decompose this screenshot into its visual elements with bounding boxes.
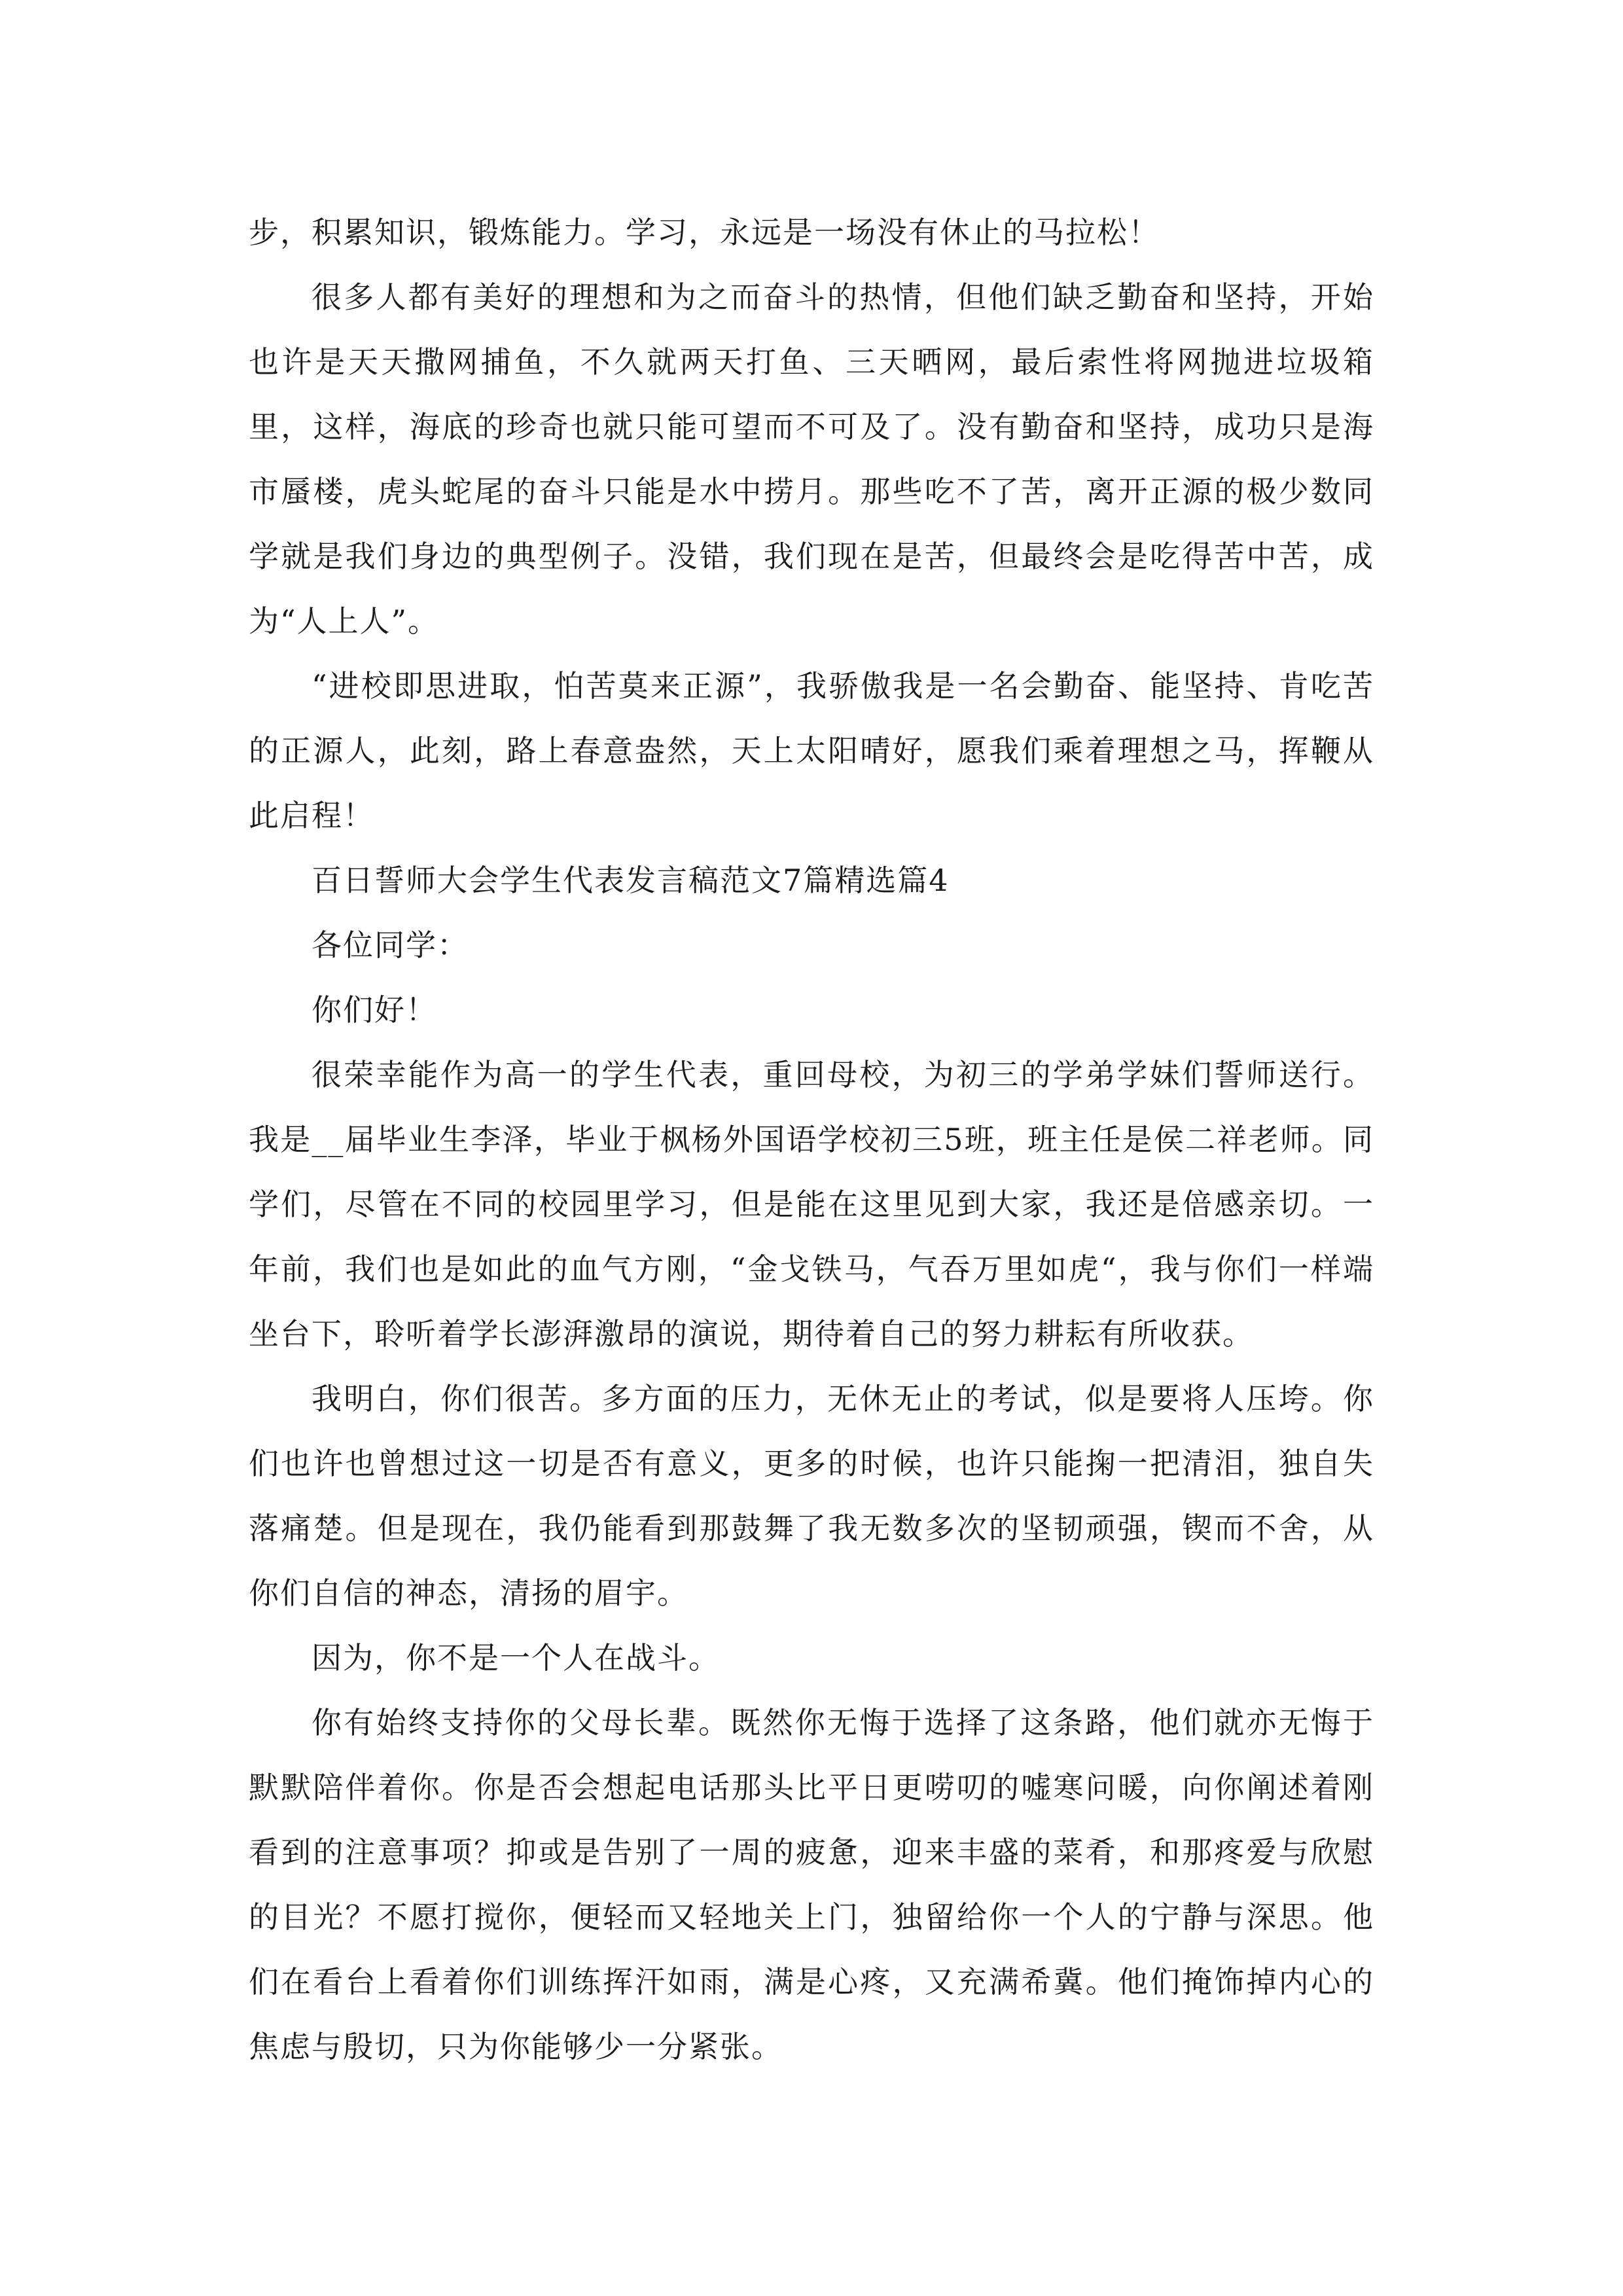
paragraph-7: 很荣幸能作为高一的学生代表，重回母校，为初三的学弟学妹们誓师送行。我是__届毕业生李泽，毕业于枫杨外国语学校初三5班，班主任是侯二祥老师。同学们，尽管在不同的校园里学习，但是能在这里见到大家，我还是倍感亲切。一年前，我们也是如此的血气方刚，“金戈铁马，气吞万里如虎“，我与你们一样端坐台下，聆听着学长澎湃激昂的演说，期待着自己的努力耕耘有所收获。 (249, 1057, 1374, 1352)
document-body (249, 200, 1374, 2079)
salutation: 各位同学： (312, 927, 469, 963)
paragraph-8: 我明白，你们很苦。多方面的压力，无休无止的考试，似是要将人压垮。你们也许也曾想过这一切是否有意义，更多的时候，也许只能掬一把清泪，独自失落痛楚。但是现在，我仍能看到那鼓舞了我无数多次的坚韧顽强，锲而不舍，从你们自信的神态，清扬的眉宇。 (249, 1381, 1374, 1611)
paragraph-2: 很多人都有美好的理想和为之而奋斗的热情，但他们缺乏勤奋和坚持，开始也许是天天撒网捕鱼，不久就两天打鱼、三天晒网，最后索性将网抛进垃圾箱里，这样，海底的珍奇也就只能可望而不可及了。没有勤奋和坚持，成功只是海市蜃楼，虎头蛇尾的奋斗只能是水中捞月。那些吃不了苦，离开正源的极少数同学就是我们身边的典型例子。没错，我们现在是苦，但最终会是吃得苦中苦，成为“人上人”。 (249, 279, 1374, 639)
paragraph-3: “进校即思进取，怕苦莫来正源”，我骄傲我是一名会勤奋、能坚持、肯吃苦的正源人，此刻，路上春意盎然，天上太阳晴好，愿我们乘着理想之马，挥鞭从此启程！ (249, 668, 1374, 833)
paragraph-10: 你有始终支持你的父母长辈。既然你无悔于选择了这条路，他们就亦无悔于默默陪伴着你。你是否会想起电话那头比平日更唠叨的嘘寒问暖，向你阐述着刚看到的注意事项？抑或是告别了一周的疲惫，迎来丰盛的菜肴，和那疼爱与欣慰的目光？不愿打搅你，便轻而又轻地关上门，独留给你一个人的宁静与深思。他们在看台上看着你们训练挥汗如雨，满是心疼，又充满希冀。他们掩饰掉内心的焦虑与殷切，只为你能够少一分紧张。 (249, 1705, 1374, 2064)
section-heading: 百日誓师大会学生代表发言稿范文7篇精选篇4 (312, 863, 950, 898)
paragraph-9: 因为，你不是一个人在战斗。 (312, 1640, 720, 1676)
greeting: 你们好！ (312, 992, 437, 1028)
paragraph-1: 步，积累知识，锻炼能力。学习，永远是一场没有休止的马拉松！ (249, 215, 1160, 250)
